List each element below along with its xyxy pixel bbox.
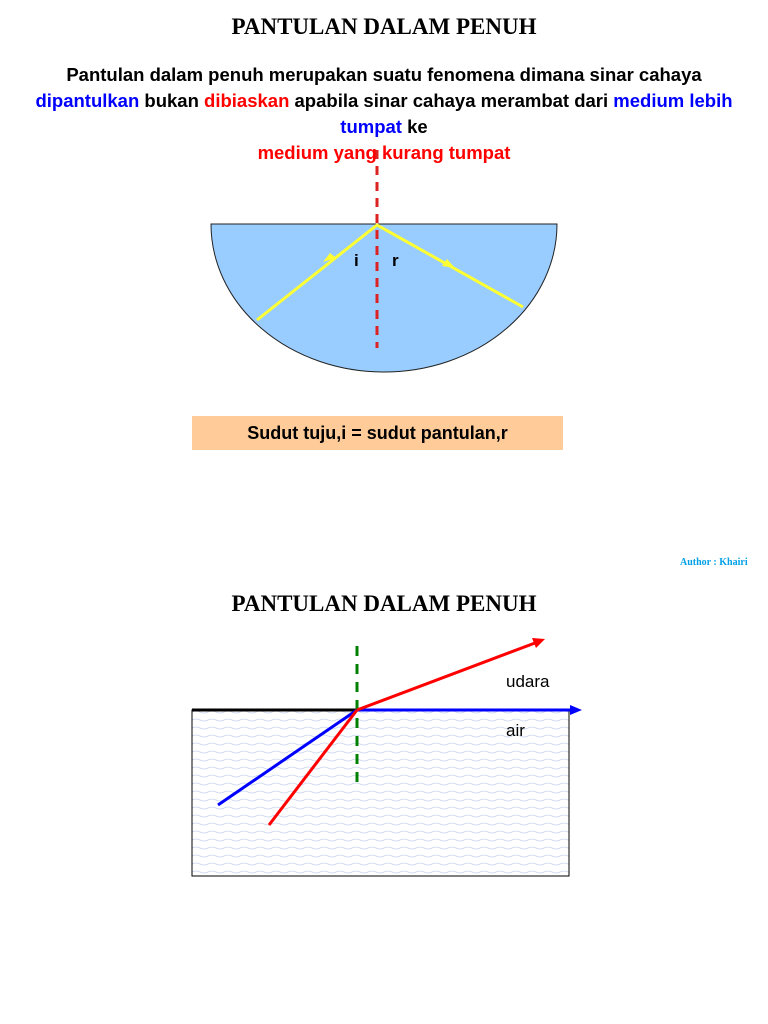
definition-part-2: bukan [139,90,205,111]
refraction-diagram [0,580,768,1024]
definition-part-3: apabila sinar cahaya merambat dari [289,90,614,111]
keyword-less-dense-medium: medium yang kurang tumpat [257,142,511,163]
label-incidence-angle: i [354,251,359,270]
formula-box: Sudut tuju,i = sudut pantulan,r [192,416,563,450]
slide-critical-angle [0,580,768,1024]
label-air-medium: udara [506,672,550,691]
critical-ray-arrow [570,705,582,715]
keyword-dibiaskan: dibiaskan [204,90,290,111]
label-reflection-angle: r [392,251,399,270]
keyword-dipantulkan: dipantulkan [35,90,140,111]
slide-title: PANTULAN DALAM PENUH [231,591,537,616]
definition-part-1: Pantulan dalam penuh merupakan suatu fenomena dimana sinar cahaya [66,64,702,85]
label-water-medium: air [506,721,525,740]
keyword-dense-medium: medium lebih tumpat [340,90,733,137]
slide-title: PANTULAN DALAM PENUH [231,14,537,39]
author-credit: Author : Khairi [680,557,748,568]
definition-part-4: ke [401,116,428,137]
